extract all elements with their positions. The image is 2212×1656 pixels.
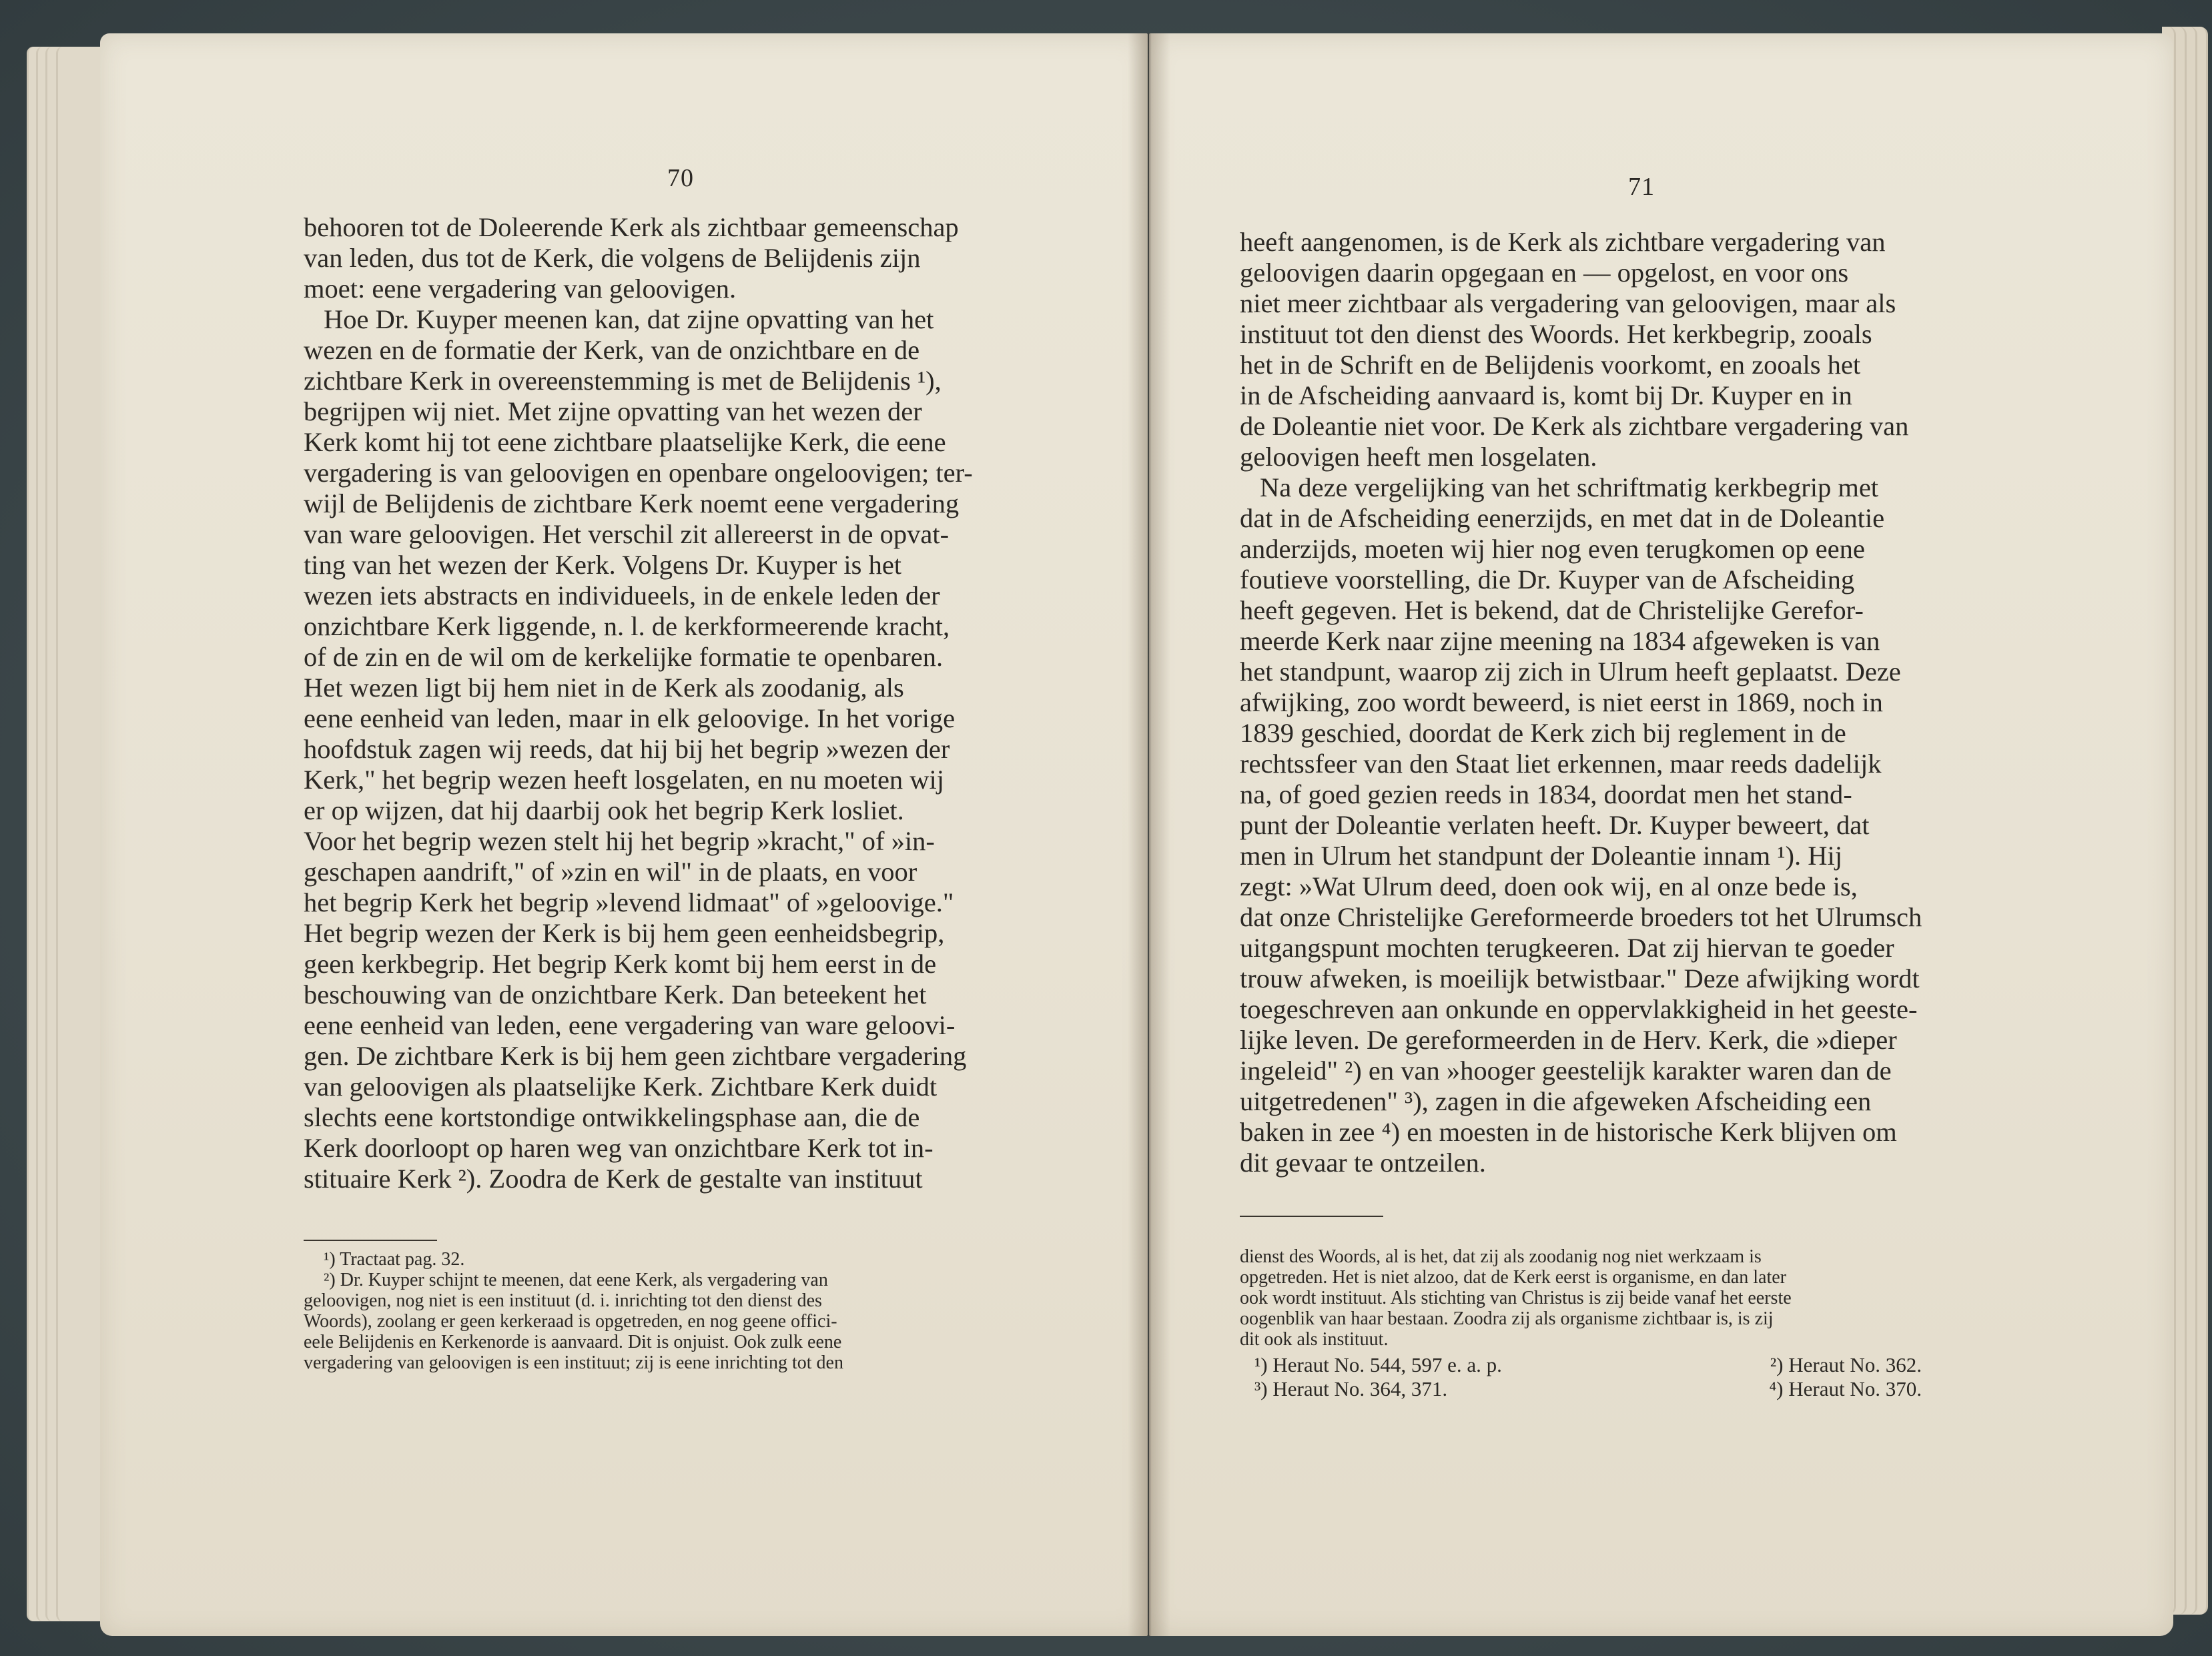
footnote-line: Woords), zoolang er geen kerkeraad is opgetreden, en nog geene offici- [304,1311,837,1332]
text-line: geloovigen heeft men losgelaten. [1240,442,1597,472]
footnote-ref-row [1254,1353,1922,1377]
text-line: Het begrip wezen der Kerk is bij hem geen eenheidsbegrip, [304,918,945,948]
text-line: baken in zee ⁴) en moesten in de historische Kerk blijven om [1240,1117,1897,1147]
text-line: van geloovigen als plaatselijke Kerk. Zichtbare Kerk duidt [304,1072,938,1102]
text-line: Kerk komt hij tot eene zichtbare plaatselijke Kerk, die eene [304,427,946,457]
text-line: het in de Schrift en de Belijdenis voorkomt, en zooals het [1240,350,1861,380]
text-line: Het wezen ligt bij hem niet in de Kerk als zoodanig, als [304,673,904,703]
text-line: toegeschreven aan onkunde en oppervlakkigheid in het geeste- [1240,994,1918,1024]
text-line: dat onze Christelijke Gereformeerde broeders tot het Ulrumsch [1240,902,1922,932]
text-line: heeft gegeven. Het is bekend, dat de Christelijke Gerefor- [1240,595,1864,625]
text-line: eene eenheid van leden, maar in elk geloovige. In het vorige [304,703,956,733]
text-line: uitgangspunt mochten terugkeeren. Dat zij hiervan te goeder [1240,933,1894,963]
text-line: geloovigen daarin opgegaan en — opgelost, en voor ons [1240,258,1849,288]
text-line: eene eenheid van leden, eene vergadering van ware geloovi- [304,1010,956,1040]
text-line: lijke leven. De gereformeerden in de Herv. Kerk, die »dieper [1240,1025,1897,1055]
text-line: het standpunt, waarop zij zich in Ulrum heeft geplaatst. Deze [1240,657,1901,687]
footnote-line: ²) Dr. Kuyper schijnt te meenen, dat eene Kerk, als vergadering van [324,1270,828,1290]
text-line: 1839 geschied, doordat de Kerk zich bij reglement in de [1240,718,1846,748]
text-line: Na deze vergelijking van het schriftmatig kerkbegrip met [1260,472,1879,502]
footnote-line: eele Belijdenis en Kerkenorde is aanvaard. Dit is onjuist. Ook zulk eene [304,1332,842,1352]
text-line: dat in de Afscheiding eenerzijds, en met dat in de Doleantie [1240,503,1885,533]
footnote-ref: ²) Heraut No. 362. [1770,1353,1922,1376]
text-line: ingeleid" ²) en van »hooger geestelijk karakter waren dan de [1240,1056,1892,1086]
text-line: of de zin en de wil om de kerkelijke formatie te openbaren. [304,642,944,672]
text-line: stituaire Kerk ²). Zoodra de Kerk de gestalte van instituut [304,1164,923,1194]
footnote-line: geloovigen, nog niet is een instituut (d. i. inrichting tot den dienst des [304,1290,822,1311]
left-page-edges [27,47,107,1621]
text-line: anderzijds, moeten wij hier nog even terugkomen op eene [1240,534,1865,564]
text-line: ting van het wezen der Kerk. Volgens Dr. Kuyper is het [304,550,902,580]
footnote-ref: ⁴) Heraut No. 370. [1769,1377,1922,1400]
text-line: punt der Doleantie verlaten heeft. Dr. Kuyper beweert, dat [1240,810,1870,840]
text-line: het begrip Kerk het begrip »levend lidmaat" of »geloovige." [304,887,954,917]
text-line: zegt: »Wat Ulrum deed, doen ook wij, en al onze bede is, [1240,871,1858,901]
footnote-line: oogenblik van haar bestaan. Zoodra zij als organisme zichtbaar is, is zij [1240,1308,1774,1329]
text-line: uitgetredenen" ³), zagen in die afgeweken Afscheiding een [1240,1086,1872,1116]
footnote-ref: ³) Heraut No. 364, 371. [1254,1377,1448,1400]
left-page-footnotes [304,1249,1051,1373]
text-line: Hoe Dr. Kuyper meenen kan, dat zijne opvatting van het [324,304,934,334]
text-line: foutieve voorstelling, die Dr. Kuyper van de Afscheiding [1240,564,1855,594]
text-line: er op wijzen, dat hij daarbij ook het begrip Kerk losliet. [304,795,904,825]
text-line: de Doleantie niet voor. De Kerk als zichtbare vergadering van [1240,411,1909,441]
book-gutter [1128,33,1170,1636]
text-line: rechtssfeer van den Staat liet erkennen, maar reeds dadelijk [1240,749,1882,779]
footnote-line: opgetreden. Het is niet alzoo, dat de Kerk eerst is organisme, en dan later [1240,1267,1786,1288]
text-line: Voor het begrip wezen stelt hij het begrip »kracht," of »in- [304,826,935,856]
text-line: instituut tot den dienst des Woords. Het kerkbegrip, zooals [1240,319,1872,349]
text-line: geschapen aandrift," of »zin en wil" in de plaats, en voor [304,857,917,887]
right-page-footnotes [1240,1246,2007,1350]
text-line: beschouwing van de onzichtbare Kerk. Dan beteekent het [304,979,927,1009]
text-line: meerde Kerk naar zijne meening na 1834 afgeweken is van [1240,626,1880,656]
text-line: van leden, dus tot de Kerk, die volgens de Belijdenis zijn [304,243,921,273]
right-page-body [1240,227,2007,1178]
text-line: onzichtbare Kerk liggende, n. l. de kerkformeerende kracht, [304,611,950,641]
text-line: behooren tot de Doleerende Kerk als zichtbaar gemeenschap [304,212,959,242]
left-footnote-rule [304,1240,437,1241]
text-line: wijl de Belijdenis de zichtbare Kerk noemt eene vergadering [304,488,960,518]
right-page-footnote-refs [1254,1353,1922,1401]
text-line: wezen iets abstracts en individueels, in de enkele leden der [304,580,940,610]
text-line: in de Afscheiding aanvaard is, komt bij Dr. Kuyper en in [1240,380,1852,410]
text-line: gen. De zichtbare Kerk is bij hem geen zichtbare vergadering [304,1041,967,1071]
text-line: slechts eene kortstondige ontwikkelingsphase aan, die de [304,1102,920,1132]
footnote-ref-row [1254,1377,1922,1401]
text-line: afwijking, zoo wordt beweerd, is niet eerst in 1869, noch in [1240,687,1883,717]
text-line: dit gevaar te ontzeilen. [1240,1148,1486,1178]
left-page-number: 70 [667,164,694,192]
right-footnote-rule [1240,1216,1383,1217]
text-line: geen kerkbegrip. Het begrip Kerk komt bij hem eerst in de [304,949,937,979]
text-line: Kerk," het begrip wezen heeft losgelaten, en nu moeten wij [304,765,945,795]
text-line: begrijpen wij niet. Met zijne opvatting van het wezen der [304,396,922,426]
footnote-line: ¹) Tractaat pag. 32. [324,1249,465,1270]
text-line: hoofdstuk zagen wij reeds, dat hij bij het begrip »wezen der [304,734,950,764]
footnote-ref: ¹) Heraut No. 544, 597 e. a. p. [1254,1353,1502,1376]
text-line: na, of goed gezien reeds in 1834, doordat men het stand- [1240,779,1852,809]
text-line: vergadering is van geloovigen en openbare ongeloovigen; ter- [304,458,973,488]
footnote-line: dienst des Woords, al is het, dat zij als zoodanig nog niet werkzaam is [1240,1246,1762,1267]
footnote-line: vergadering van geloovigen is een instituut; zij is eene inrichting tot den [304,1352,843,1373]
text-line: moet: eene vergadering van geloovigen. [304,274,737,304]
text-line: men in Ulrum het standpunt der Doleantie innam ¹). Hij [1240,841,1842,871]
text-line: Kerk doorloopt op haren weg van onzichtbare Kerk tot in- [304,1133,934,1163]
right-page-number: 71 [1628,173,1655,201]
footnote-line: ook wordt instituut. Als stichting van Christus is zij beide vanaf het eerste [1240,1288,1792,1308]
text-line: niet meer zichtbaar als vergadering van geloovigen, maar als [1240,288,1896,318]
text-line: van ware geloovigen. Het verschil zit allereerst in de opvat- [304,519,950,549]
left-page-body [304,212,1064,1194]
footnote-line: dit ook als instituut. [1240,1329,1389,1350]
text-line: zichtbare Kerk in overeenstemming is met de Belijdenis ¹), [304,366,942,396]
text-line: wezen en de formatie der Kerk, van de onzichtbare en de [304,335,920,365]
text-line: trouw afweken, is moeilijk betwistbaar." Deze afwijking wordt [1240,963,1920,993]
text-line: heeft aangenomen, is de Kerk als zichtbare vergadering van [1240,227,1886,257]
